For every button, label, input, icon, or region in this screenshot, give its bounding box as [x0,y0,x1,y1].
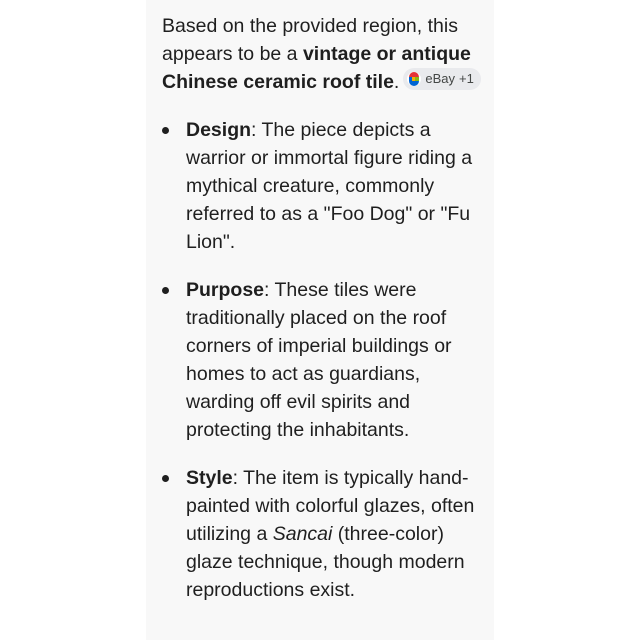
list-term: Design [186,119,252,141]
intro-suffix: . [393,71,400,93]
source-chip-label: eBay [425,71,455,86]
list-separator: : [232,467,239,489]
details-list [162,116,482,604]
intro-paragraph [162,12,482,96]
list-italic-term: Sancai [272,523,333,545]
ebay-logo-icon [407,72,421,86]
intro-highlight: vintage or antique Chinese ceramic roof tile [162,43,471,93]
list-item-purpose [162,276,482,444]
source-chip-count: +1 [458,71,474,86]
list-text: The piece depicts a warrior or immortal figure riding a mythical creature, commonly referred to as a "Foo Dog" or "Fu Lion". [186,119,473,253]
list-term: Purpose [186,279,265,301]
list-item-style [162,464,482,604]
list-text: The item is typically hand-painted with colorful glazes, often utilizing a [186,467,475,545]
bullet-dot [162,127,169,134]
bullet-dot [162,287,169,294]
list-text: (three-color) glaze technique, though modern reproductions exist. [186,523,465,601]
bullet-dot [162,475,169,482]
intro-prefix: Based on the provided region, this appears to be a [162,15,458,65]
list-item-design [162,116,482,256]
list-term: Style [186,467,233,489]
list-separator: : [264,279,270,301]
list-text: These tiles were traditionally placed on the roof corners of imperial buildings or homes to act as guardians, warding off evil spirits and protecting the inhabitants. [186,279,452,441]
list-separator: : [251,119,257,141]
source-chip[interactable] [403,68,480,90]
ai-response [162,12,482,624]
